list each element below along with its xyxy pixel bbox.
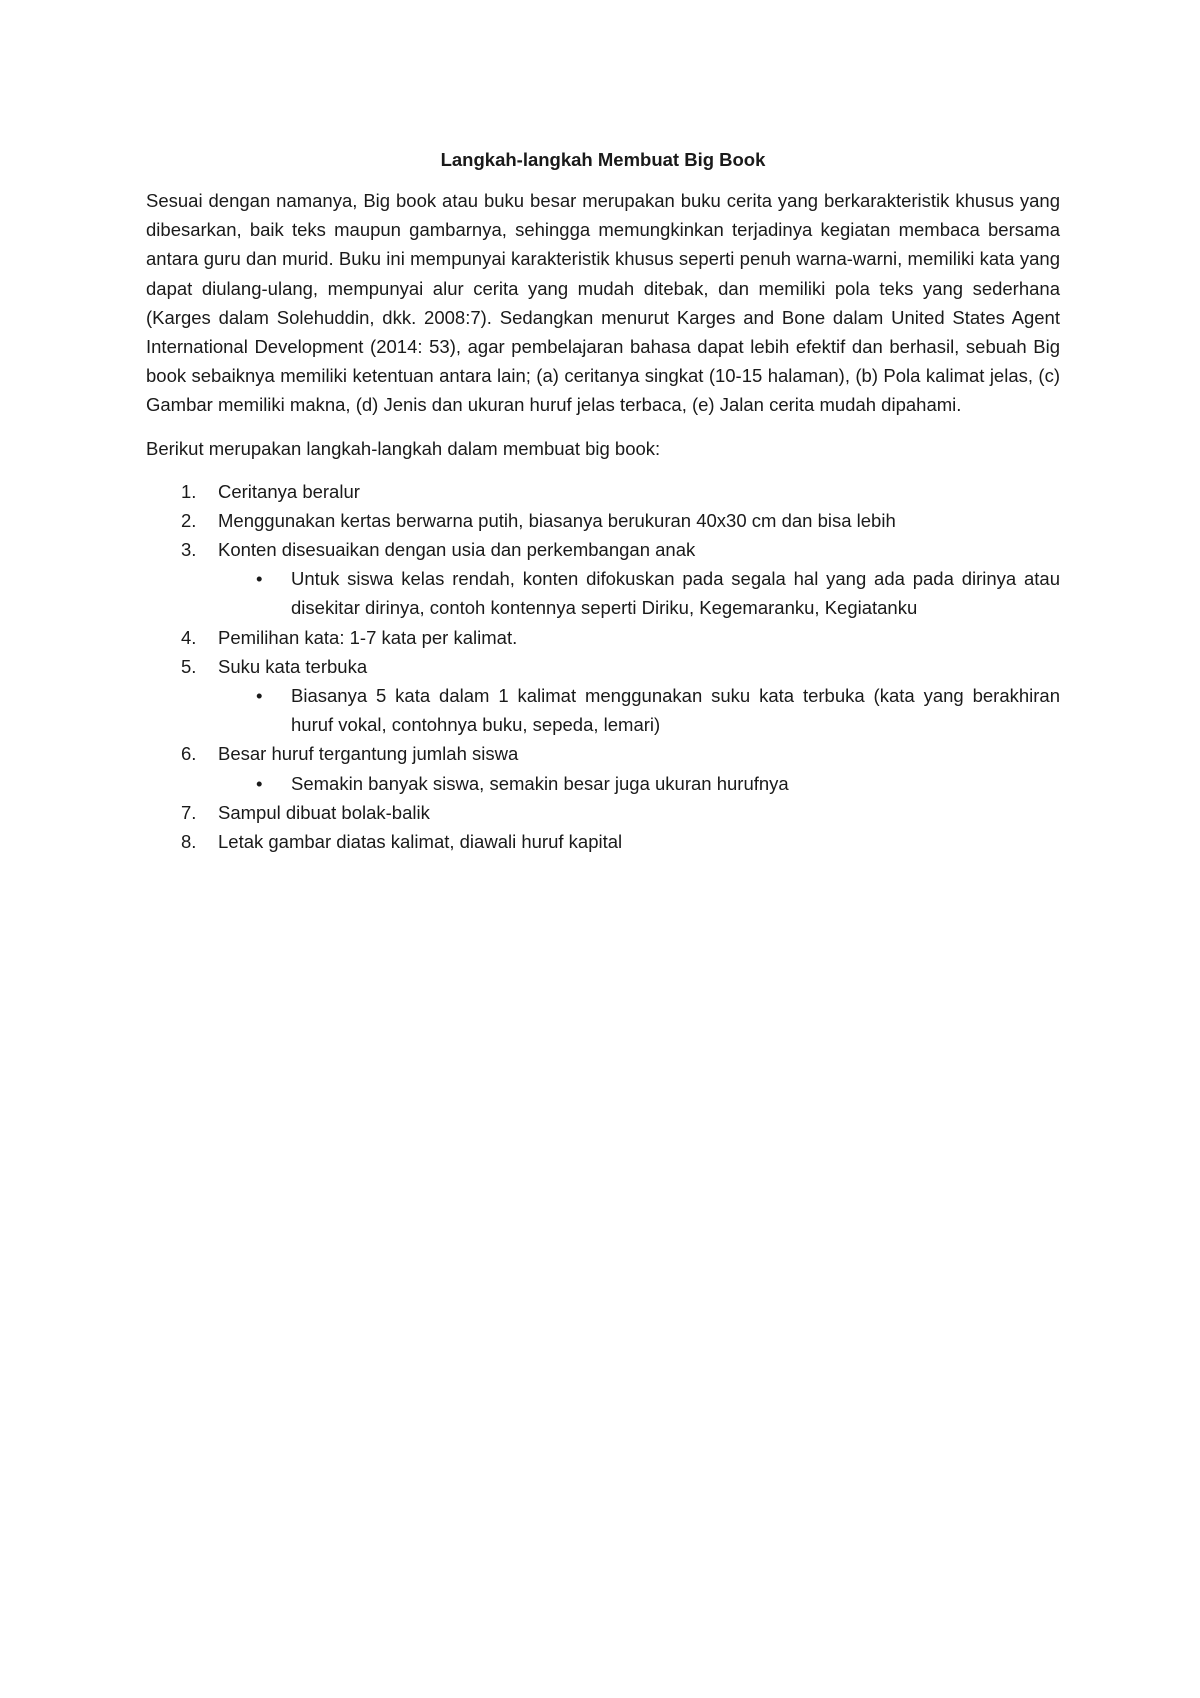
list-number: 3. [181,539,197,561]
sub-list-item-text: Biasanya 5 kata dalam 1 kalimat menggunakan suku kata terbuka (kata yang berakhiran huruf vokal, contohnya buku, sepeda, lemari) [291,685,1060,736]
document-title: Langkah-langkah Membuat Big Book [440,149,766,170]
list-item [146,535,1060,623]
list-number: 2. [181,509,197,531]
steps-intro: Berikut merupakan langkah-langkah dalam membuat big book: [146,437,661,459]
list-item-text: Sampul dibuat bolak-balik [218,801,430,823]
sub-list-item [146,564,1060,622]
list-number: 6. [181,743,197,765]
bullet-icon: • [256,568,263,590]
list-item-text: Suku kata terbuka [218,655,368,677]
list-item-text: Besar huruf tergantung jumlah siswa [218,743,519,765]
list-item [146,827,1060,856]
list-item [146,506,1060,535]
list-number: 4. [181,626,197,648]
sub-list-item [146,769,1060,798]
list-item-text: Konten disesuaikan dengan usia dan perkembangan anak [218,539,696,561]
sub-list-item-text: Untuk siswa kelas rendah, konten difokuskan pada segala hal yang ada pada dirinya atau disekitar dirinya, contoh kontennya seperti Diriku, Kegemaranku, Kegiatanku [291,568,1060,619]
list-number: 7. [181,801,197,823]
sub-list-item [146,681,1060,739]
sub-list-item-text: Semakin banyak siswa, semakin besar juga ukuran hurufnya [291,772,789,794]
sub-list [218,681,1060,739]
list-number: 1. [181,480,197,502]
list-number: 8. [181,831,197,853]
list-item-text: Menggunakan kertas berwarna putih, biasanya berukuran 40x30 cm dan bisa lebih [218,509,896,531]
list-item-text: Ceritanya beralur [218,480,360,502]
list-item [146,477,1060,506]
steps-list [146,477,1060,857]
list-item [146,798,1060,827]
bullet-icon: • [256,685,263,707]
list-item [146,652,1060,740]
document-body [146,146,1060,856]
sub-list [218,769,1060,798]
sub-list [218,564,1060,622]
list-item [146,623,1060,652]
list-number: 5. [181,655,197,677]
intro-paragraph: Sesuai dengan namanya, Big book atau buku besar merupakan buku cerita yang berkarakteristik khusus yang dibesarkan, baik teks maupun gambarnya, sehingga memungkinkan terjadinya kegiatan membaca bersama antara guru dan murid. Buku ini mempunyai karakteristik khusus seperti penuh warna-warni, memiliki kata yang dapat diulang-ulang, mempunyai alur cerita yang mudah ditebak, dan memiliki pola teks yang sederhana (Karges dalam Solehuddin, dkk. 2008:7). Sedangkan menurut Karges and Bone dalam United States Agent International Development (2014: 53), agar pembelajaran bahasa dapat lebih efektif dan berhasil, sebuah Big book sebaiknya memiliki ketentuan antara lain; (a) ceritanya singkat (10-15 halaman), (b) Pola kalimat jelas, (c) Gambar memiliki makna, (d) Jenis dan ukuran huruf jelas terbaca, (e) Jalan cerita mudah dipahami. [146,190,1060,416]
bullet-icon: • [256,772,263,794]
list-item-text: Pemilihan kata: 1-7 kata per kalimat. [218,626,518,648]
list-item [146,739,1060,797]
list-item-text: Letak gambar diatas kalimat, diawali huruf kapital [218,831,623,853]
